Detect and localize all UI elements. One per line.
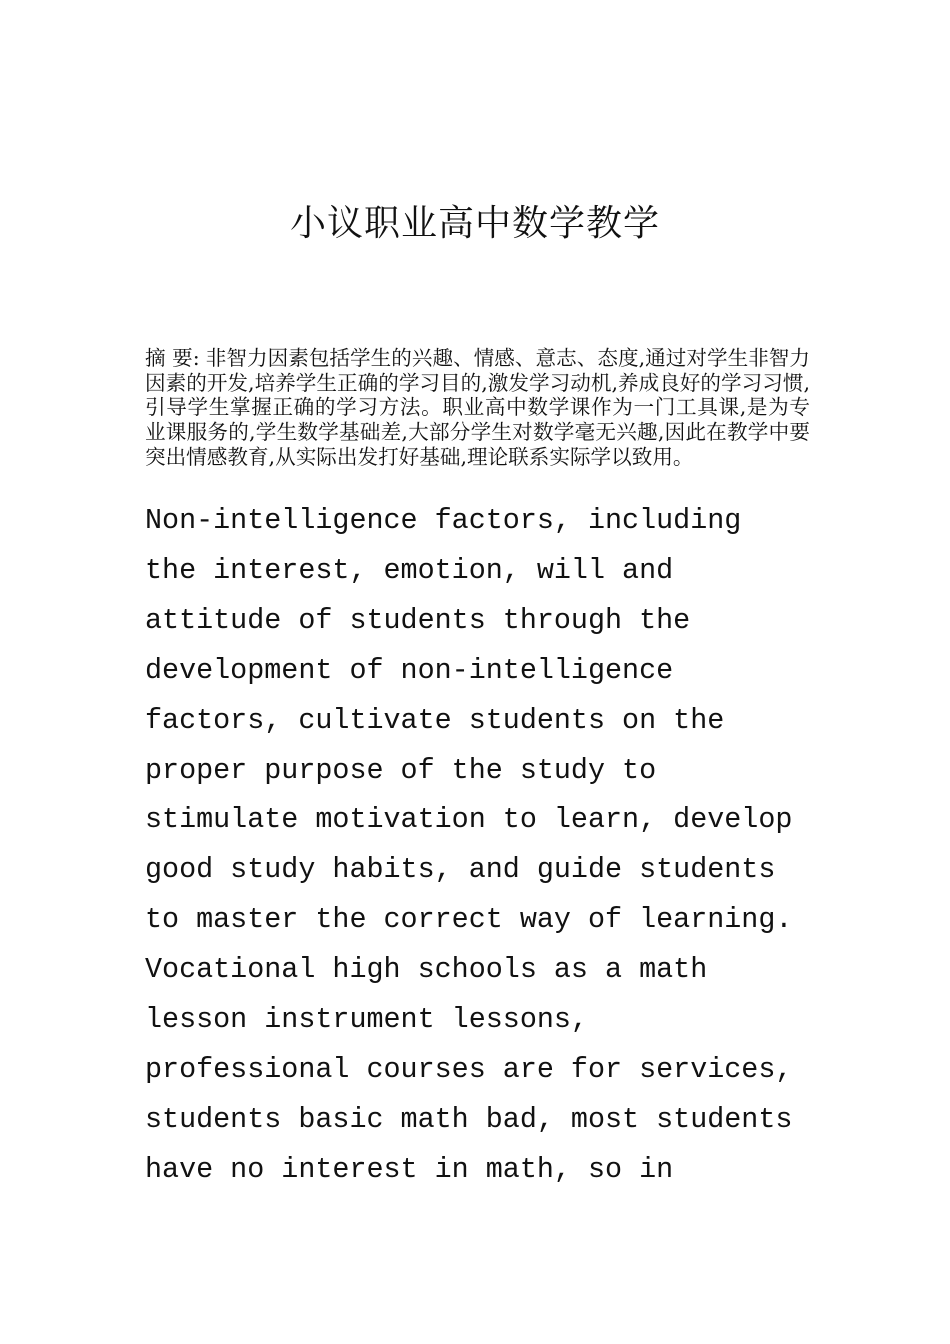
english-line: the interest, emotion, will and [145, 553, 674, 587]
english-line: professional courses are for services, [145, 1052, 793, 1086]
english-line: have no interest in math, so in [145, 1152, 674, 1186]
english-line: Vocational high schools as a math [145, 953, 708, 987]
english-line: attitude of students through the [145, 603, 691, 637]
abstract-text: 非智力因素包括学生的兴趣、情感、意志、态度,通过对学生非智力因素的开发,培养学生正确的学习目的,激发学习动机,养成良好的学习习惯,引导学生掌握正确的学习方法。职业高中数学课作为一门工具课,是为专业课服务的,学生数学基础差,大部分学生对数学毫无兴趣,因此在教学中要突出情感教育,从实际出发打好基础,理论联系实际学以致用。 [145, 346, 811, 469]
english-line: students basic math bad, most students [145, 1102, 793, 1136]
english-line: stimulate motivation to learn, develop [145, 803, 793, 837]
english-line: lesson instrument lessons, [145, 1003, 588, 1037]
document-title: 小议职业高中数学教学 [289, 203, 660, 244]
english-line: to master the correct way of learning. [145, 903, 793, 937]
abstract-english [145, 496, 825, 1195]
english-line: good study habits, and guide students [145, 853, 776, 887]
abstract-label: 摘 要: [145, 346, 200, 370]
english-line: proper purpose of the study to [145, 753, 657, 787]
abstract-chinese [145, 346, 810, 470]
english-line: factors, cultivate students on the [145, 703, 725, 737]
english-line: Non-intelligence factors, including [145, 504, 742, 537]
english-line: development of non-intelligence [145, 653, 674, 687]
